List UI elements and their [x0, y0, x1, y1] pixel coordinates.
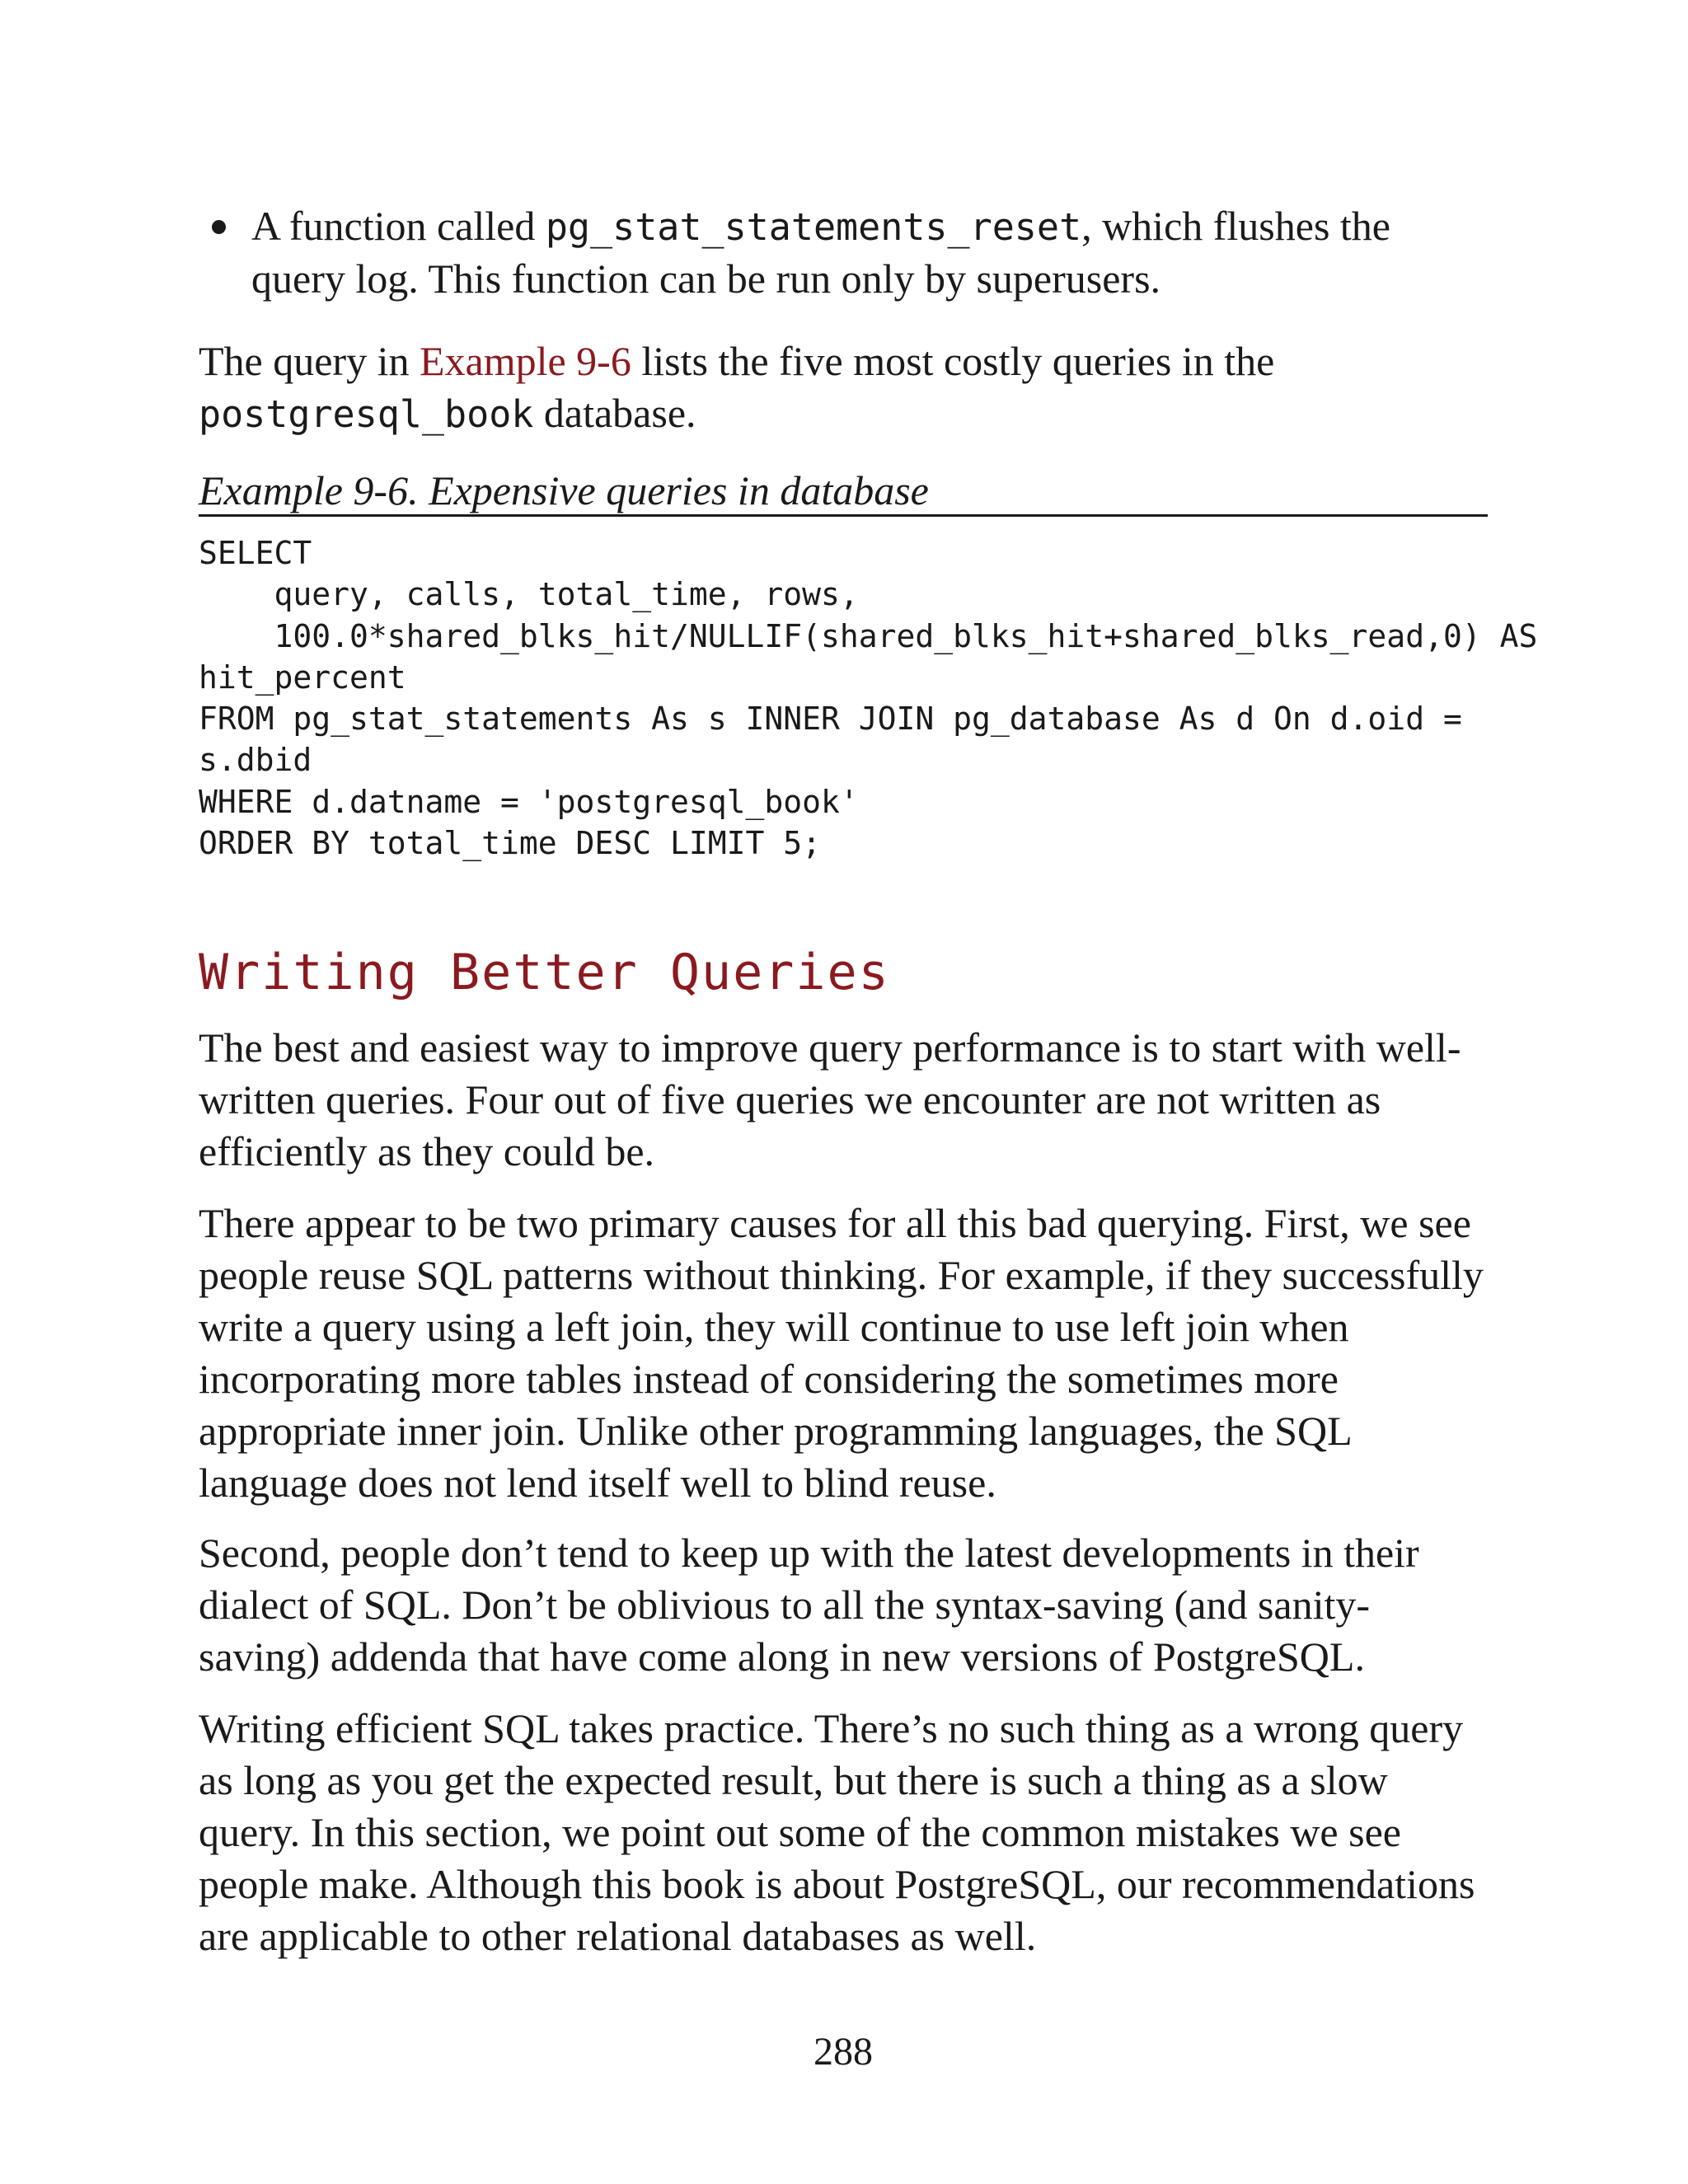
example-caption: Example 9-6. Expensive queries in database — [199, 465, 1488, 517]
example-link[interactable]: Example 9-6 — [419, 338, 631, 384]
body-paragraph-1: The best and easiest way to improve query performance is to start with well-written queries. Four out of five queries we encounter are not written as efficiently as they could be. — [199, 1024, 1461, 1174]
intro-after: database. — [533, 390, 696, 436]
body-paragraph-4: Writing efficient SQL takes practice. There’s no such thing as a wrong query as long as you get the expected result, but there is such a thing as a slow query. In this section, we point out some of the common mistakes we see people make. Although this book is about PostgreSQL, our recommendations are applicable to other relational databases as well. — [199, 1705, 1475, 1959]
bullet-text-after: , which flushes the query log. This function can be run only by superusers. — [251, 203, 1390, 302]
section-heading: Writing Better Queries — [199, 944, 890, 1001]
intro-before: The query in — [199, 338, 420, 384]
intro-paragraph — [199, 335, 1488, 440]
database-name-code: postgresql_book — [199, 392, 534, 436]
page-number: 288 — [814, 2030, 873, 2074]
body-paragraph-3: Second, people don’t tend to keep up with the latest developments in their dialect of SQL. Don’t be oblivious to all the syntax-saving (and sanity-saving) addenda that have come along in new versions of PostgreSQL. — [199, 1530, 1419, 1680]
bullet-text — [251, 200, 1481, 305]
code-listing: SELECT query, calls, total_time, rows, 100.0*shared_blks_hit/NULLIF(shared_blks_hit+shared_blks_read,0) AS hit_percent FROM pg_stat_statements As s INNER JOIN pg_database As d On d.oid = s.dbid WHERE d.datname = 'postgresql_book' ORDER BY total_time DESC LIMIT 5; — [199, 535, 1538, 862]
body-paragraph-2: There appear to be two primary causes for all this bad querying. First, we see people reuse SQL patterns without thinking. For example, if they successfully write a query using a left join, they will continue to use left join when incorporating more tables instead of considering the sometimes more appropriate inner join. Unlike other programming languages, the SQL language does not lend itself well to blind reuse. — [199, 1200, 1484, 1506]
function-name-code: pg_stat_statements_reset — [545, 205, 1082, 249]
intro-middle: lists the five most costly queries in the — [631, 338, 1275, 384]
bullet-icon — [212, 220, 226, 234]
bullet-item — [212, 200, 1481, 305]
bullet-text-before: A function called — [251, 203, 546, 249]
